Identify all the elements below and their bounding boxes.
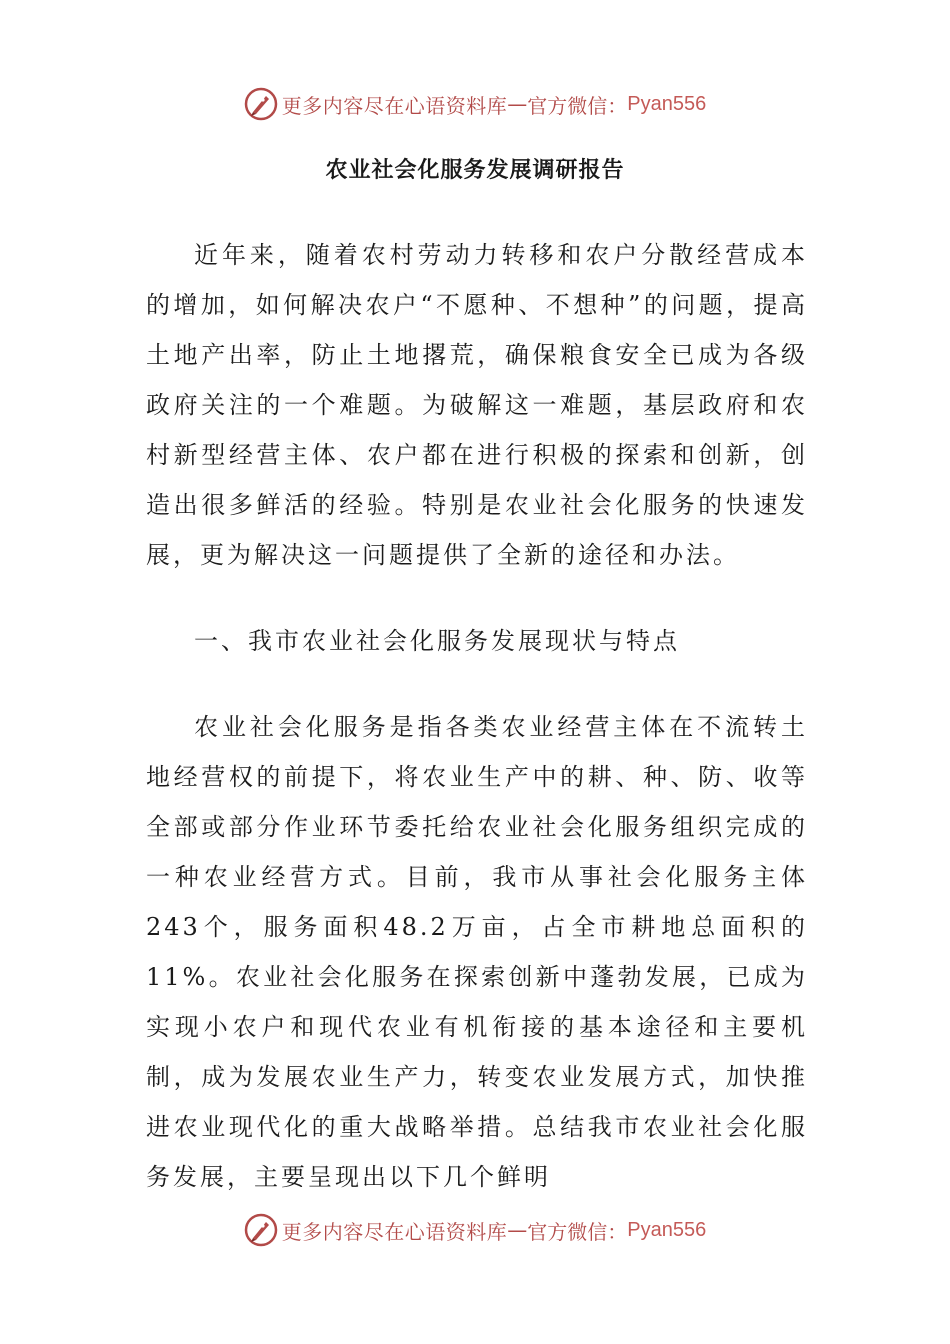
pen-logo-icon <box>244 1213 278 1247</box>
watermark-official-label: 官方微信： <box>527 1219 628 1244</box>
watermark-text: 更多内容尽在心语资料库 <box>281 1219 508 1244</box>
pen-logo-icon <box>244 87 278 121</box>
footer-watermark <box>0 1210 950 1250</box>
watermark-wechat-id: Pyan556 <box>627 1218 707 1241</box>
intro-paragraph: 近年来，随着农村劳动力转移和农户分散经营成本的增加，如何解决农户“不愿种、不想种”的问题，提高土地产出率，防止土地撂荒，确保粮食安全已成为各级政府关注的一个难题。为破解这一难题，基层政府和农村新型经营主体、农户都在进行积极的探索和创新，创造出很多鲜活的经验。特别是农业社会化服务的快速发展，更为解决这一问题提供了全新的途径和办法。 <box>146 241 808 569</box>
watermark-separator: — <box>507 1218 528 1242</box>
header-watermark <box>0 84 950 124</box>
watermark-text: 更多内容尽在心语资料库 <box>281 93 508 118</box>
watermark-wechat-id: Pyan556 <box>627 92 707 115</box>
section-heading: 一、我市农业社会化服务发展现状与特点 <box>194 627 680 655</box>
watermark-official-label: 官方微信： <box>527 93 628 118</box>
document-body <box>146 230 808 1202</box>
body-paragraph: 农业社会化服务是指各类农业经营主体在不流转土地经营权的前提下，将农业生产中的耕、种、防、收等全部或部分作业环节委托给农业社会化服务组织完成的一种农业经营方式。目前，我市从事社会化服务主体243个，服务面积48.2万亩，占全市耕地总面积的11%。农业社会化服务在探索创新中蓬勃发展，已成为实现小农户和现代农业有机衔接的基本途径和主要机制，成为发展农业生产力，转变农业发展方式，加快推进农业现代化的重大战略举措。总结我市农业社会化服务发展，主要呈现出以下几个鲜明 <box>146 713 808 1191</box>
document-title: 农业社会化服务发展调研报告 <box>325 157 625 183</box>
watermark-separator: — <box>507 92 528 116</box>
